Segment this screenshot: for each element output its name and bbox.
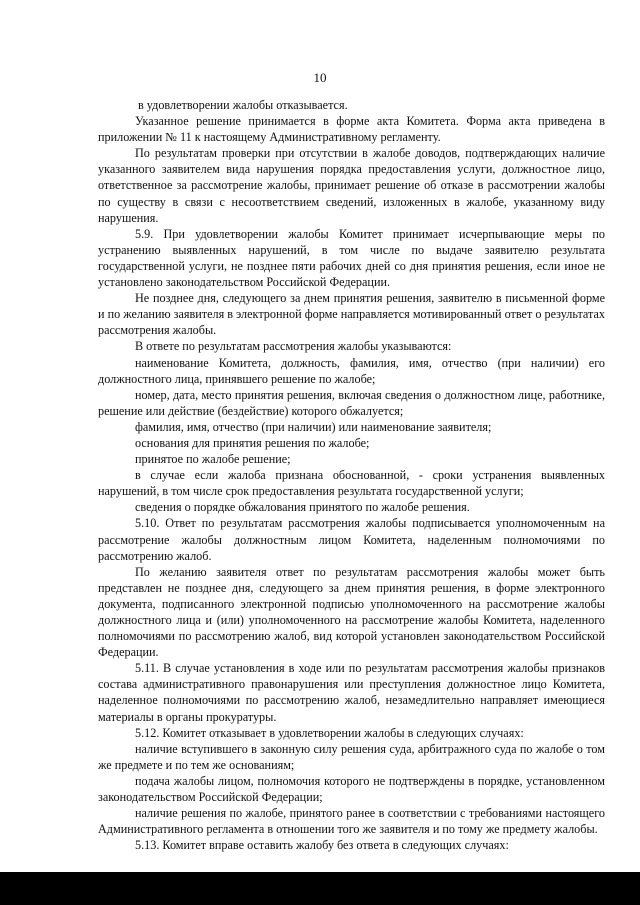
paragraph-response-deadline: Не позднее дня, следующего за днем принятия решения, заявителю в письменной форме и по желанию заявителя в электронной форме направляется мотивированный ответ о результатах рассмотрения жалобы. xyxy=(98,291,605,338)
paragraph-no-arguments: По результатам проверки при отсутствии в жалобе доводов, подтверждающих наличие указанного заявителем вида нарушения порядка предоставления услуги, должностное лицо, ответственное за рассмотрение жалобы, принимает решение об отказе в рассмотрении жалобы по существу в связи с несоответствием сведений, изложенных в жалобе, указанному виду нарушения. xyxy=(98,146,605,225)
paragraph-5-13: 5.13. Комитет вправе оставить жалобу без ответа в следующих случаях: xyxy=(135,838,509,853)
list-item-court-decision: наличие вступившего в законную силу решения суда, арбитражного суда по жалобе о том же предмете и по тем же основаниям; xyxy=(98,741,605,772)
paragraph-act-form: Указанное решение принимается в форме акта Комитета. Форма акта приведена в приложении № 11 к настоящему Административному регламенту. xyxy=(98,114,605,145)
paragraph-5-9: 5.9. При удовлетворении жалобы Комитет принимает исчерпывающие меры по устранению выявленных нарушений, в том числе по выдаче заявителю результата государственной услуги, не позднее пяти рабочих дней со дня принятия решения, если иное не установлено законодательством Российской Федерации. xyxy=(98,226,605,290)
list-item-grounds: основания для принятия решения по жалобе; xyxy=(135,435,370,450)
list-item-deadlines: в случае если жалоба признана обоснованной, - сроки устранения выявленных нарушений, в том числе срок предоставления результата государственной услуги; xyxy=(98,468,605,499)
list-item-prior-decision: наличие решения по жалобе, принятого ранее в соответствии с требованиями настоящего Административного регламента в отношении того же заявителя и по тому же предмету жалобы. xyxy=(98,806,605,837)
list-item-committee-name: наименование Комитета, должность, фамилия, имя, отчество (при наличии) его должностного лица, принявшего решение по жалобе; xyxy=(98,355,605,386)
paragraph-refusal-end: в удовлетворении жалобы отказывается. xyxy=(138,98,348,112)
paragraph-response-contents: В ответе по результатам рассмотрения жалобы указываются: xyxy=(135,339,452,354)
scan-bottom-border xyxy=(0,872,640,905)
document-body xyxy=(98,97,605,853)
list-item-appeal-procedure: сведения о порядке обжалования принятого по жалобе решения. xyxy=(135,500,470,515)
list-item-applicant-name: фамилия, имя, отчество (при наличии) или наименование заявителя; xyxy=(135,419,492,434)
list-item-unconfirmed-authority: подача жалобы лицом, полномочия которого не подтверждены в порядке, установленном законодательством Российской Федерации; xyxy=(98,773,605,805)
list-item-decision-number: номер, дата, место принятия решения, включая сведения о должностном лице, работнике, решение или действие (бездействие) которого обжалуется; xyxy=(98,387,605,418)
page-number: 10 xyxy=(313,70,327,85)
list-item-decision: принятое по жалобе решение; xyxy=(135,452,291,467)
paragraph-5-12: 5.12. Комитет отказывает в удовлетворении жалобы в следующих случаях: xyxy=(135,725,524,740)
paragraph-5-10: 5.10. Ответ по результатам рассмотрения жалобы подписывается уполномоченным на рассмотрение жалобы должностным лицом Комитета, наделенным полномочиями по рассмотрению жалоб. xyxy=(98,516,605,563)
paragraph-5-11: 5.11. В случае установления в ходе или по результатам рассмотрения жалобы признаков состава административного правонарушения или преступления должностное лицо Комитета, наделенное полномочиями по рассмотрению жалоб, незамедлительно направляет имеющиеся материалы в органы прокуратуры. xyxy=(98,661,605,724)
paragraph-electronic-response: По желанию заявителя ответ по результатам рассмотрения жалобы может быть представлен не позднее дня, следующего за днем принятия решения, в форме электронного документа, подписанного электронной подписью уполномоченного на рассмотрение жалобы должностного лица и (или) уполномоченного на рассмотрение жалобы Комитета, наделенного полномочиями по рассмотрению жалоб, вид которой установлен законодательством Российской Федерации. xyxy=(98,564,605,660)
